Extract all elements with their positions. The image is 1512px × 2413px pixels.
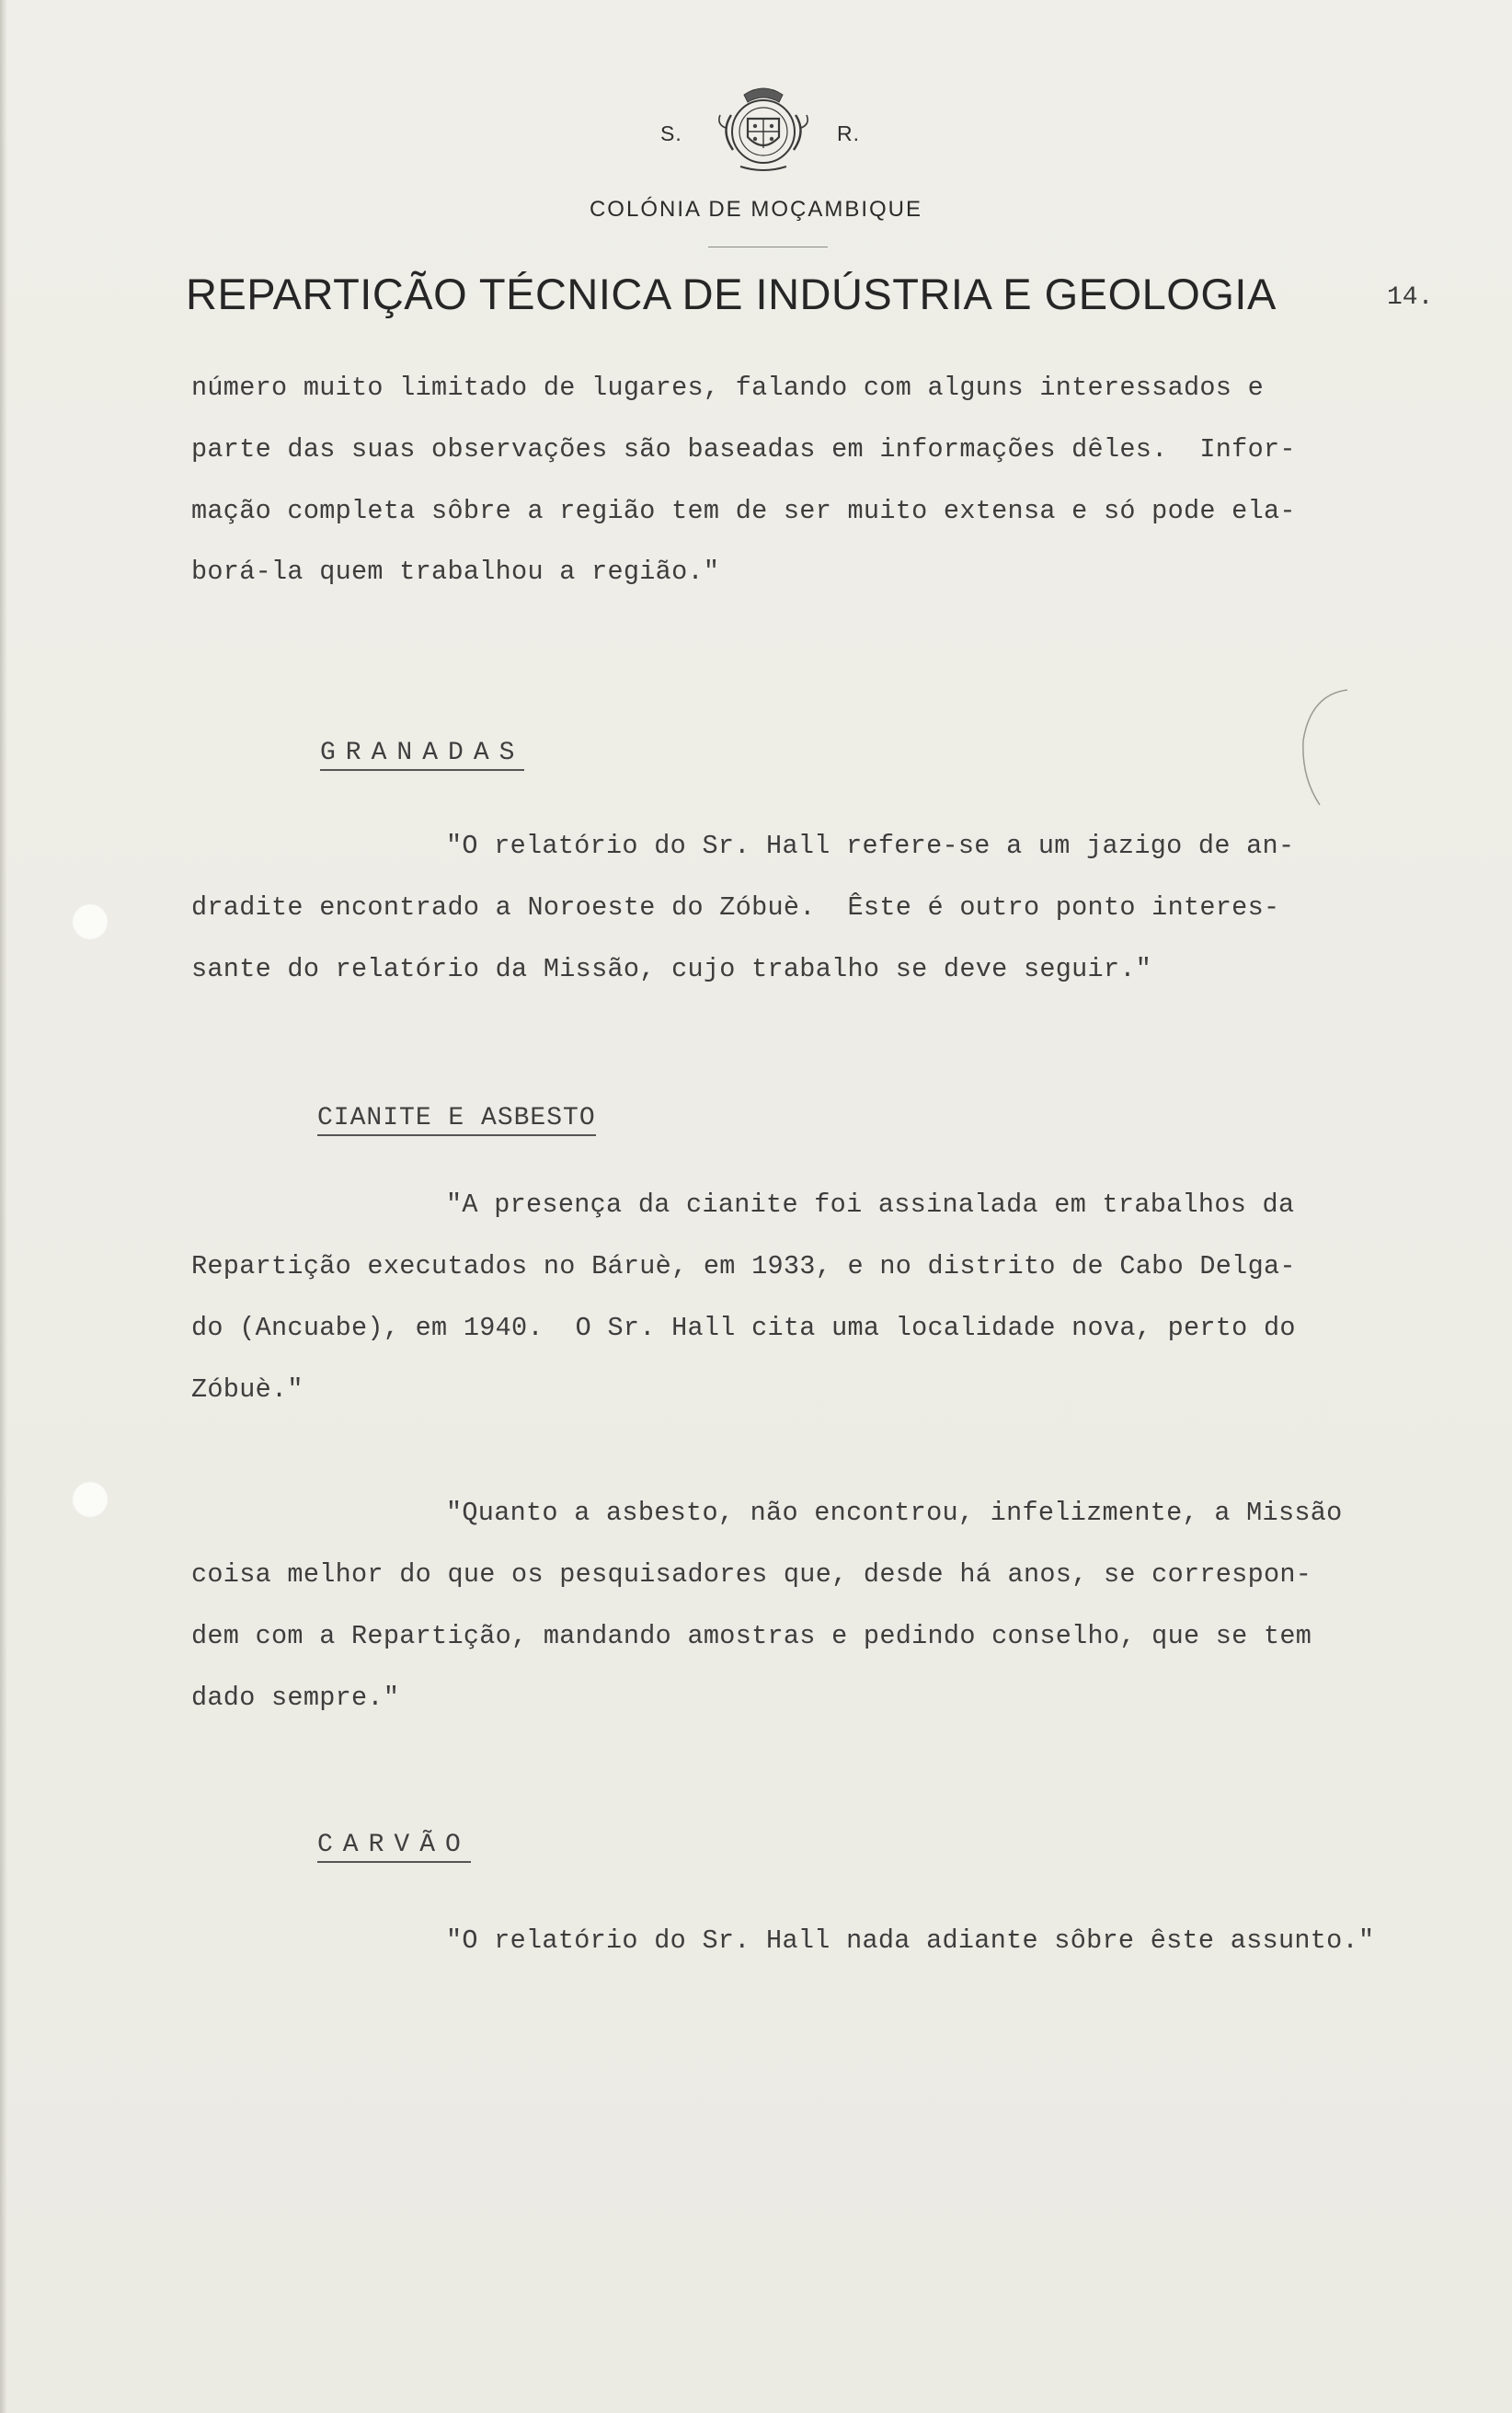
coat-of-arms-seal bbox=[713, 78, 814, 179]
section-heading-carvao: CARVÃO bbox=[317, 1831, 471, 1863]
punch-hole-top bbox=[72, 903, 109, 940]
pencil-margin-mark bbox=[1292, 685, 1366, 823]
letterhead-right-mark: R. bbox=[837, 121, 860, 145]
department-title: REPARTIÇÃO TÉCNICA DE INDÚSTRIA E GEOLOGIA bbox=[186, 270, 1277, 318]
text-line: parte das suas observações são baseadas em informações dêles. Infor- bbox=[191, 434, 1296, 465]
page-number: 14. bbox=[1387, 283, 1434, 312]
section-heading-granadas: GRANADAS bbox=[320, 739, 524, 771]
text-line: Zóbuè." bbox=[191, 1374, 304, 1405]
letterhead-left-mark: S. bbox=[660, 121, 682, 145]
text-line: do (Ancuabe), em 1940. O Sr. Hall cita uma localidade nova, perto do bbox=[191, 1313, 1296, 1343]
text-line: "A presença da cianite foi assinalada em trabalhos da bbox=[446, 1189, 1295, 1220]
text-line: "Quanto a asbesto, não encontrou, infelizmente, a Missão bbox=[446, 1498, 1343, 1528]
text-line: "O relatório do Sr. Hall nada adiante sôbre êste assunto." bbox=[446, 1925, 1375, 1956]
page-edge-shadow bbox=[0, 0, 7, 2413]
punch-hole-bottom bbox=[72, 1481, 109, 1518]
text-line: sante do relatório da Missão, cujo trabalho se deve seguir." bbox=[191, 954, 1152, 984]
text-line: borá-la quem trabalhou a região." bbox=[191, 557, 720, 587]
text-line: dado sempre." bbox=[191, 1683, 400, 1713]
text-line: coisa melhor do que os pesquisadores que, desde há anos, se correspon- bbox=[191, 1559, 1312, 1590]
section-heading-cianite-asbesto: CIANITE E ASBESTO bbox=[317, 1104, 596, 1136]
text-line: número muito limitado de lugares, falando com alguns interessados e bbox=[191, 373, 1264, 403]
text-line: dradite encontrado a Noroeste do Zóbuè. Êste é outro ponto interes- bbox=[191, 892, 1280, 923]
colony-name: COLÓNIA DE MOÇAMBIQUE bbox=[589, 197, 923, 222]
text-line: Repartição executados no Báruè, em 1933, e no distrito de Cabo Delga- bbox=[191, 1251, 1296, 1281]
text-line: mação completa sôbre a região tem de ser muito extensa e só pode ela- bbox=[191, 496, 1296, 526]
text-line: "O relatório do Sr. Hall refere-se a um jazigo de an- bbox=[446, 831, 1295, 861]
text-line: dem com a Repartição, mandando amostras e pedindo conselho, que se tem bbox=[191, 1621, 1312, 1651]
